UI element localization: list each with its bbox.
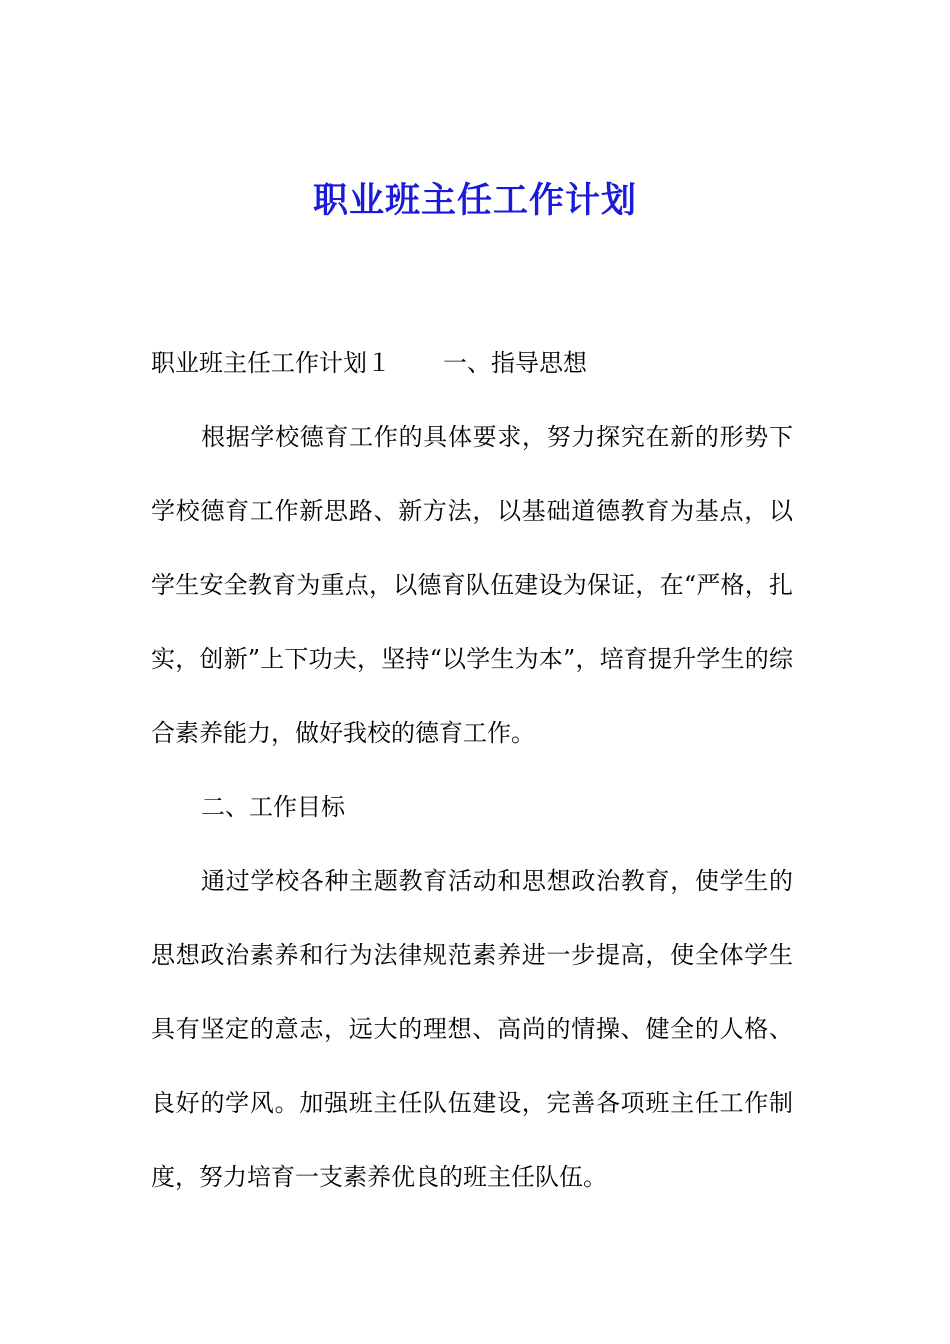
lead-text: 职业班主任工作计划１ [151,349,391,377]
section-heading-guiding-thought: 一、指导思想 [443,349,587,377]
document-body [151,326,793,1214]
section-heading-work-goals: 二、工作目标 [201,793,345,821]
paragraph-guiding-thought: 根据学校德育工作的具体要求，努力探究在新的形势下学校德育工作新思路、新方法，以基础道德教育为基点，以学生安全教育为重点，以德育队伍建设为保证，在“严格，扎实，创新”上下功夫，坚持“以学生为本”，培育提升学生的综合素养能力，做好我校的德育工作。 [151,423,793,747]
lead-line [151,326,793,400]
document-title: 职业班主任工作计划 [312,180,637,221]
paragraph-work-goals: 通过学校各种主题教育活动和思想政治教育，使学生的思想政治素养和行为法律规范素养进一步提高，使全体学生具有坚定的意志，远大的理想、高尚的情操、健全的人格、良好的学风。加强班主任队伍建设，完善各项班主任工作制度，努力培育一支素养优良的班主任队伍。 [151,867,793,1191]
